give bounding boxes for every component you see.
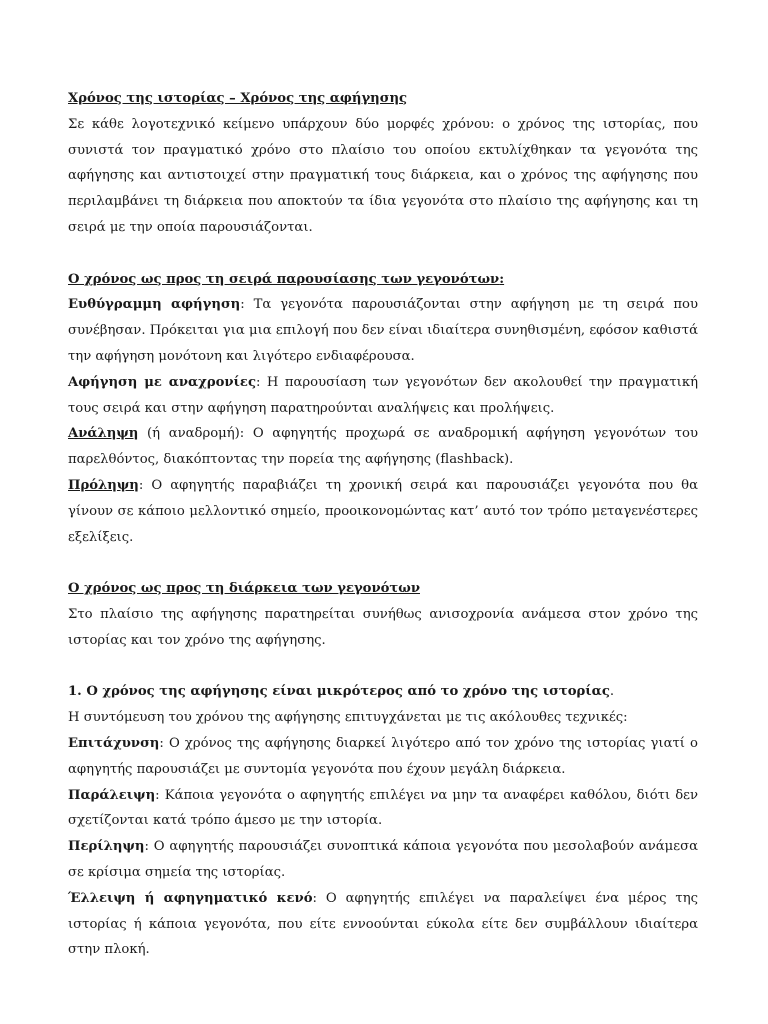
paragraph-techniques-intro: Η συντόμευση του χρόνου της αφήγησης επιτυγχάνεται με τις ακόλουθες τεχνικές: xyxy=(68,710,628,726)
term-label: Ευθύγραμμη αφήγηση xyxy=(68,297,241,313)
definition-text: Κάποια γεγονότα ο αφηγητής επιλέγει να μην τα αναφέρει καθόλου, διότι δεν σχετίζονται κατά τρόπο άμεσο με την ιστορία. xyxy=(68,787,698,829)
definition-text: Η παρουσίαση των γεγονότων δεν ακολουθεί την πραγματική τους σειρά και στην αφήγηση παρατηρούνται αναλήψεις και προλήψεις. xyxy=(68,374,698,416)
section-heading-story-time: Χρόνος της ιστορίας – Χρόνος της αφήγησης xyxy=(68,91,408,106)
definition-summary xyxy=(68,834,698,886)
term-label: Περίληψη xyxy=(68,839,145,855)
term-separator: : xyxy=(255,374,261,390)
section-heading-duration: Ο χρόνος ως προς τη διάρκεια των γεγονότων xyxy=(68,581,420,597)
definition-anachrony xyxy=(68,370,698,422)
term-separator: : xyxy=(138,477,144,493)
term-label: Ανάληψη xyxy=(68,426,139,442)
spacer xyxy=(68,550,698,576)
term-label: Παράλειψη xyxy=(68,787,156,803)
term-label: Έλλειψη ή αφηγηματικό κενό xyxy=(68,890,313,906)
heading-text: Ο χρόνος ως προς τη σειρά παρουσίασης των γεγονότων xyxy=(68,271,500,287)
term-separator: : xyxy=(240,297,245,313)
definition-text: Ο αφηγητής παρουσιάζει συνοπτικά κάποια γεγονότα που μεσολαβούν ανάμεσα σε κρίσιμα σημεία της ιστορίας. xyxy=(68,839,698,880)
term-label: Αφήγηση με αναχρονίες xyxy=(68,374,256,390)
paragraph-story-time: Σε κάθε λογοτεχνικό κείμενο υπάρχουν δύο μορφές χρόνου: ο χρόνος της ιστορίας, που συνιστά τον πραγματικό χρόνο στο πλαίσιο του οποίου εκτυλίχθηκαν τα γεγονότα της αφήγησης και αντιστοιχεί στην πραγματική τους διάρκεια, και ο χρόνος της αφήγησης που περιλαμβάνει τη διάρκεια που αποκτούν τα ίδια γεγονότα στο πλαίσιο της αφήγησης και τη σειρά με την οποία παρουσιάζονται. xyxy=(68,116,698,235)
spacer xyxy=(68,654,698,680)
spacer xyxy=(68,241,698,267)
subsection-heading-shorter xyxy=(68,679,698,705)
term-separator: : xyxy=(159,735,164,751)
definition-text: Ο χρόνος της αφήγησης διαρκεί λιγότερο από τον χρόνο της ιστορίας γιατί ο αφηγητής παρουσιάζει με συντομία γεγονότα που έχουν μεγάλη διάρκεια. xyxy=(68,735,698,777)
definition-omission xyxy=(68,783,698,835)
section-heading-order xyxy=(68,267,698,293)
definition-acceleration xyxy=(68,731,698,783)
term-separator: : xyxy=(144,839,149,855)
subheading-suffix: . xyxy=(609,684,615,700)
term-label: Επιτάχυνση xyxy=(68,735,160,751)
subheading-text: 1. Ο χρόνος της αφήγησης είναι μικρότερος από το χρόνο της ιστορίας xyxy=(68,684,610,700)
definition-ellipsis xyxy=(68,886,698,963)
definition-text: Τα γεγονότα παρουσιάζονται στην αφήγηση με τη σειρά που συνέβησαν. Πρόκειται για μια επιλογή που δεν είναι ιδιαίτερα συνηθισμένη, εφόσον καθιστά την αφήγηση μονότονη και λιγότερο ενδιαφέρουσα. xyxy=(68,297,698,364)
heading-suffix: : xyxy=(499,271,505,287)
definition-linear-narration xyxy=(68,292,698,369)
paragraph-duration: Στο πλαίσιο της αφήγησης παρατηρείται συνήθως ανισοχρονία ανάμεσα στον χρόνο της ιστορίας και τον χρόνο της αφήγησης. xyxy=(68,606,698,648)
document-page xyxy=(68,86,698,963)
term-label: Πρόληψη xyxy=(68,477,139,493)
term-separator: : xyxy=(312,890,317,906)
definition-text: Ο αφηγητής επιλέγει να παραλείψει ένα μέρος της ιστορίας ή κάποια γεγονότα, που είτε εννοούνται εύκολα είτε δεν συμβάλλουν ιδιαίτερα στην πλοκή. xyxy=(68,890,698,958)
definition-text: (ή αναδρομή): Ο αφηγητής προχωρά σε αναδρομική αφήγηση γεγονότων του παρελθόντος, διακόπτοντας την πορεία της αφήγησης (flashback). xyxy=(68,426,698,468)
definition-analepsis xyxy=(68,421,698,473)
definition-text: Ο αφηγητής παραβιάζει τη χρονική σειρά και παρουσιάζει γεγονότα που θα γίνουν σε κάποιο μελλοντικό σημείο, προοικονομώντας κατ’ αυτό τον τρόπο μεταγενέστερες εξελίξεις. xyxy=(68,477,698,545)
term-separator: : xyxy=(155,787,160,803)
definition-prolepsis xyxy=(68,473,698,550)
